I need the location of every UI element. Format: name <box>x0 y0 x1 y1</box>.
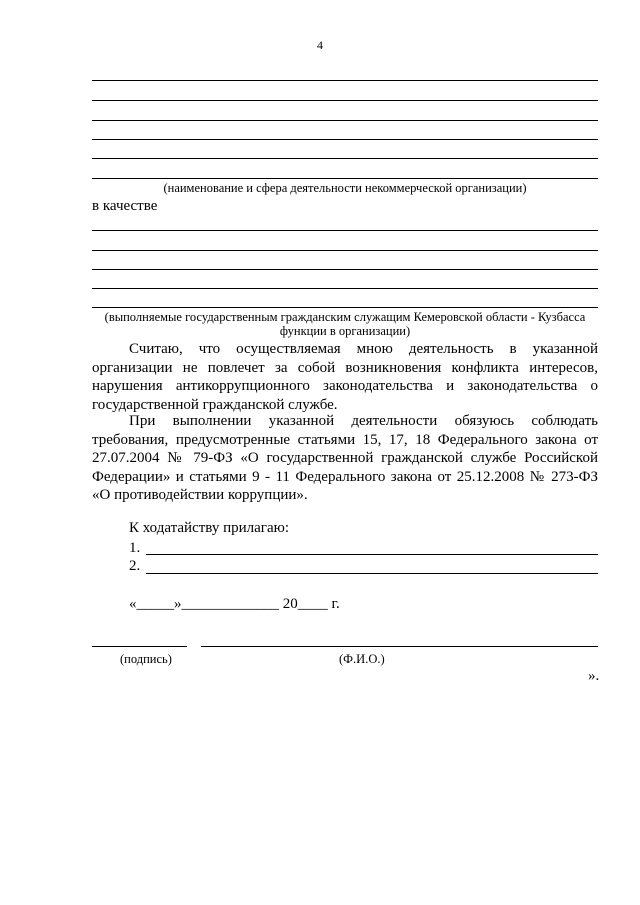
blank-line <box>92 288 598 289</box>
blank-line <box>92 100 598 101</box>
page-number: 4 <box>317 38 323 52</box>
closing-quote: ». <box>588 668 600 684</box>
blank-line <box>92 158 598 159</box>
blank-line <box>92 230 598 231</box>
name-label: (Ф.И.О.) <box>339 652 385 666</box>
functions-caption-line2: функции в организации) <box>279 324 411 338</box>
as-label: в качестве <box>92 198 158 214</box>
attachments-heading: К ходатайству прилагаю: <box>129 520 289 536</box>
blank-line <box>92 139 598 140</box>
paragraph-obligations: При выполнении указанной деятельности обязуюсь соблюдать требования, предусмотренные статьями 15, 17, 18 Федерального закона от 27.07.2004 № 79-ФЗ «О государственной гражданской службе Российской Федерации» и статьями 9 - 11 Федерального закона от 25.12.2008 № 273-ФЗ «О противодействии коррупции». <box>92 413 598 503</box>
organization-caption: (наименование и сфера деятельности некоммерческой организации) <box>163 181 527 195</box>
attachment-item-2: 2. <box>129 558 141 574</box>
name-line <box>201 646 598 647</box>
attachment-2-line <box>146 573 598 574</box>
signature-label: (подпись) <box>120 652 172 666</box>
blank-line <box>92 250 598 251</box>
signature-line <box>92 646 187 647</box>
date-line: «_____»_____________ 20____ г. <box>129 596 340 612</box>
blank-line <box>92 269 598 270</box>
blank-line <box>92 178 598 179</box>
blank-line <box>92 307 598 308</box>
attachment-1-line <box>146 554 598 555</box>
attachment-item-1: 1. <box>129 540 141 556</box>
blank-line <box>92 120 598 121</box>
paragraph-no-conflict: Считаю, что осуществляемая мною деятельность в указанной организации не повлечет за собой возникновения конфликта интересов, нарушения антикоррупционного законодательства и законодательства о государственной гражданской службе. <box>92 341 598 413</box>
functions-caption-line1: (выполняемые государственным гражданским служащим Кемеровской области - Кузбасса <box>104 310 586 324</box>
blank-line <box>92 80 598 81</box>
